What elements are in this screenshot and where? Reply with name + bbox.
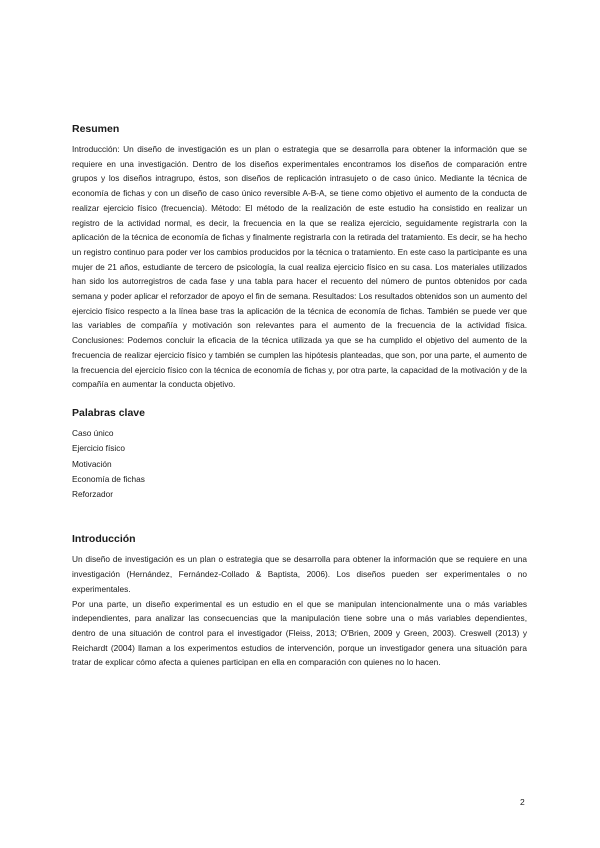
- keywords-list: [72, 426, 527, 502]
- page-number: 2: [520, 797, 525, 807]
- keyword-item: Caso único: [72, 427, 114, 438]
- spacer: [72, 392, 527, 406]
- keyword-item: Reforzador: [72, 489, 114, 500]
- abstract-section: [72, 122, 527, 392]
- introduction-section: [72, 532, 527, 670]
- keyword-item: Economía de fichas: [72, 473, 145, 484]
- introduction-paragraph: Un diseño de investigación es un plan o estrategia que se desarrolla para obtener la información que se requiere en una investigación (Hernández, Fernández-Collado & Baptista, 2006). Los diseños pueden ser experimentales o no experimentales.: [72, 554, 527, 594]
- keywords-heading: Palabras clave: [72, 406, 145, 419]
- keyword-item: Ejercicio físico: [72, 443, 126, 454]
- keyword-item: Motivación: [72, 458, 112, 469]
- introduction-heading: Introducción: [72, 533, 136, 546]
- abstract-text: Introducción: Un diseño de investigación es un plan o estrategia que se desarrolla para obtener la información que se requiere en una investigación. Dentro de los diseños experimentales encontramos los diseños de comparación entre grupos y los diseños intragrupo, éstos, son diseños de replicación intrasujeto o de caso único. Mediante la técnica de economía de fichas y con un diseño de caso único reversible A-B-A, se tiene como objetivo el aumento de la conducta de realizar ejercicio físico (frecuencia). Método: El método de la realización de este estudio ha consistido en realizar un registro de la actividad normal, es decir, la frecuencia en la que se realiza ejercicio, seguidamente registrarla con la aplicación de la técnica de economía de fichas y finalmente registrarla con la retirada del tratamiento. Es decir, se ha hecho un registro continuo para poder ver los cambios producidos por la técnica o tratamiento. En este caso la participante es una mujer de 21 años, estudiante de tercero de psicología, la cual realiza ejercicio físico en su casa. Los materiales utilizados han sido los autorregistros de cada fase y una tabla para hacer el recuento del número de puntos obtenidos por cada semana y poder aplicar el reforzador de apoyo el fin de semana. Resultados: Los resultados obtenidos son un aumento del ejercicio físico respecto a la línea base tras la aplicación de la técnica de economía de fichas. También se puede ver que las variables de compañía y motivación son relevantes para el aumento de la frecuencia de la actividad física. Conclusiones: Podemos concluir la eficacia de la técnica utilizada ya que se ha cumplido el objetivo del aumento de la frecuencia de realizar ejercicio físico y también se cumplen las hipótesis planteadas, que son, por una parte, el aumento de la frecuencia del ejercicio físico con la técnica de economía de fichas y, por otra parte, la capacidad de la motivación y de la compañía en aumentar la conducta objetivo.: [72, 144, 527, 390]
- keywords-section: [72, 406, 527, 502]
- spacer: [72, 502, 527, 532]
- abstract-heading: Resumen: [72, 123, 120, 135]
- page-content: [72, 122, 527, 670]
- introduction-paragraph: Por una parte, un diseño experimental es un estudio en el que se manipulan intencionalmente una o más variables independientes, para analizar las consecuencias que la manipulación tiene sobre una o más variables dependientes, dentro de una situación de control para el investigador (Fleiss, 2013; O'Brien, 2009 y Green, 2003). Creswell (2013) y Reichardt (2004) llaman a los experimentos estudios de intervención, porque un investigador genera una situación para tratar de explicar cómo afecta a quienes participan en ella en comparación con quienes no lo hacen.: [72, 598, 527, 668]
